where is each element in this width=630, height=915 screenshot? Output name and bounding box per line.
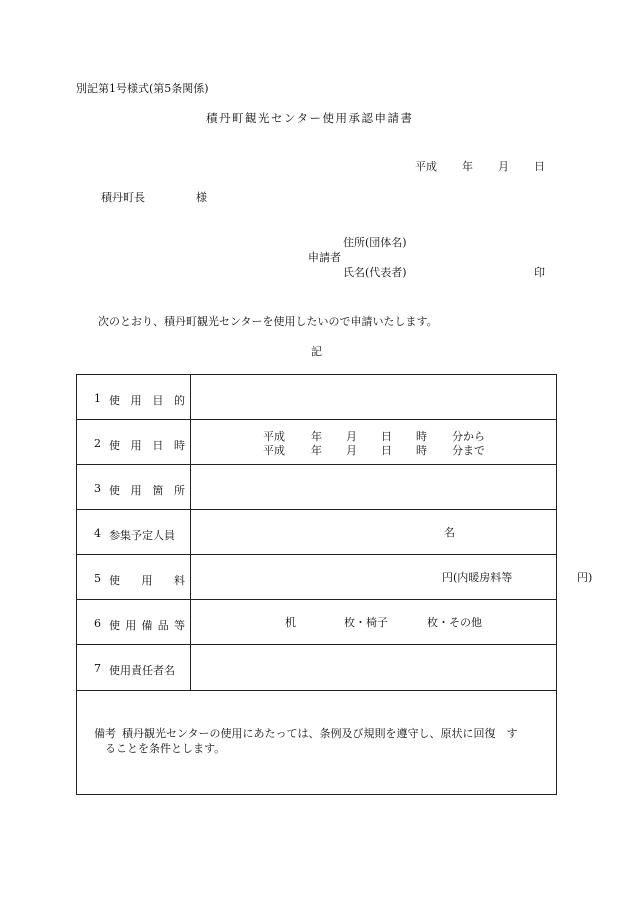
fee-heating-label: (内暖房料等 [453,571,513,584]
date-year: 年 [462,160,473,173]
attendees-value-cell[interactable] [191,510,556,554]
fee-heating-yen: 円) [577,571,593,584]
row-label [109,617,185,633]
row-number: 7 [94,662,101,675]
fee-value-cell[interactable] [191,555,593,599]
row-label [109,392,185,408]
label-char: 使 [109,484,120,497]
label-char: 等 [174,619,185,632]
document-title: 積丹町観光センター使用承認申請書 [206,111,414,125]
start-year: 年 [311,430,322,443]
table-row-attendees [77,510,556,555]
label-char: 用 [125,619,137,632]
start-month: 月 [346,430,357,443]
row-number: 3 [94,482,101,495]
remarks-label: 備考 [94,727,116,740]
equipment-value-cell[interactable] [191,600,556,644]
remarks-cell [77,691,556,794]
table-row-responsible [77,645,556,691]
start-minute: 分から [452,430,485,443]
row-label-cell [77,465,191,509]
row-number: 2 [94,437,101,450]
datetime-value-cell[interactable] [191,420,556,464]
label-char: 使 [109,439,120,452]
row-label: 参集予定人員 [109,529,175,542]
end-era: 平成 [263,444,285,457]
location-value-cell[interactable] [191,465,556,509]
attendees-unit: 名 [444,526,455,539]
end-hour: 時 [416,444,427,457]
row-label [109,482,185,498]
remarks-line-2: ることを条件とします。 [105,742,226,755]
row-label [109,572,185,588]
row-label-cell [77,645,191,690]
end-day: 日 [381,444,392,457]
end-minute: 分まで [452,444,485,457]
end-year: 年 [311,444,322,457]
end-month: 月 [346,444,357,457]
ki-heading: 記 [311,345,322,358]
addressee-name: 積丹町長 [101,191,145,204]
row-number: 4 [94,527,101,540]
fee-yen: 円 [442,571,453,584]
label-char: 備 [141,619,153,632]
label-char: 用 [130,484,142,497]
label-char: 目 [152,394,164,407]
application-table [76,374,593,795]
start-era: 平成 [263,430,285,443]
date-day: 日 [534,160,545,173]
address-label: 住所(団体名) [343,236,407,249]
date-month: 月 [498,160,509,173]
label-char: 使 [109,394,120,407]
equipment-desk: 机 [285,616,296,629]
row-label-cell [77,510,191,554]
responsible-value-cell[interactable] [191,645,556,690]
row-label: 使用責任者名 [109,664,175,677]
applicant-label: 申請者 [308,251,341,264]
table-row-fee [77,555,593,600]
equipment-other: 枚・その他 [427,616,482,629]
table-row-location [77,465,556,510]
row-label-cell [77,600,191,644]
form-reference: 別記第1号様式(第5条関係) [76,82,209,95]
body-text: 次のとおり、積丹町観光センターを使用したいので申請いたします。 [98,315,438,328]
addressee-honorific: 様 [196,191,207,204]
row-label-cell [77,375,191,419]
row-label-cell [77,555,191,599]
start-hour: 時 [416,430,427,443]
label-char: 料 [174,574,185,587]
label-char: 用 [130,394,142,407]
table-row-purpose [77,375,556,420]
label-char: 使 [109,574,120,587]
start-day: 日 [381,430,392,443]
label-char: 用 [130,439,142,452]
date-era: 平成 [415,160,437,173]
label-char: 所 [173,484,185,497]
table-row-equipment [77,600,556,645]
row-label-cell [77,420,191,464]
name-label: 氏名(代表者) [343,266,407,279]
remarks-line-1: 積丹観光センターの使用にあたっては、条例及び規則を遵守し、原状に回復 す [122,727,518,740]
label-char: 使 [109,619,120,632]
label-char: 日 [152,439,164,452]
label-char: 用 [141,574,153,587]
table-row-datetime [77,420,556,465]
row-number: 1 [94,392,101,405]
label-char: 的 [173,394,185,407]
label-char: 箇 [152,484,164,497]
row-number: 5 [94,572,101,585]
row-label [109,437,185,453]
label-char: 品 [157,619,169,632]
purpose-value-cell[interactable] [191,375,556,419]
seal-mark: 印 [534,266,545,279]
equipment-chair: 枚・椅子 [344,616,388,629]
label-char: 時 [173,439,185,452]
row-number: 6 [94,617,101,630]
